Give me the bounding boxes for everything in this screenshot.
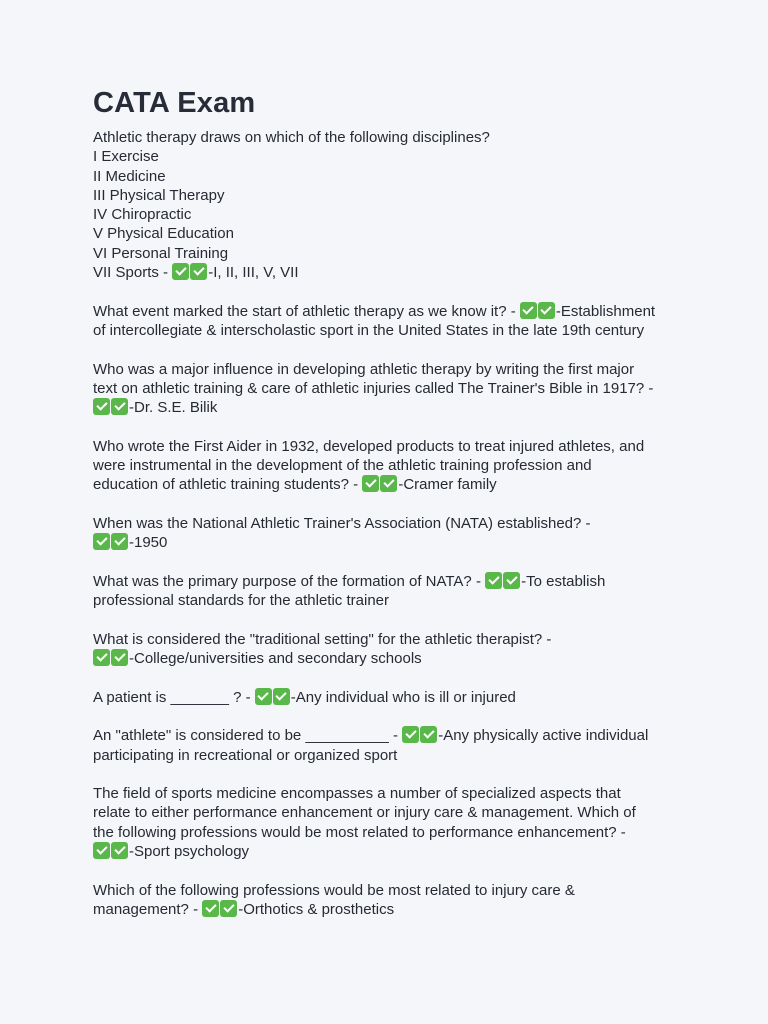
question-line bbox=[93, 244, 688, 263]
answer-line bbox=[93, 842, 688, 861]
qa-list bbox=[93, 128, 688, 919]
check-mark-icon bbox=[520, 302, 537, 319]
qa-item bbox=[93, 437, 688, 495]
answer-line bbox=[93, 649, 688, 668]
check-mark-icon bbox=[538, 302, 555, 319]
question-text: the following professions would be most related to performance enhancement? - bbox=[93, 823, 626, 841]
answer-text: -College/universities and secondary schools bbox=[129, 650, 422, 668]
qa-item bbox=[93, 784, 688, 861]
question-text: II Medicine bbox=[93, 167, 166, 185]
question-line bbox=[93, 803, 688, 822]
check-mark-icon bbox=[255, 688, 272, 705]
question-text: A patient is _______ ? - bbox=[93, 688, 255, 706]
question-text: management? - bbox=[93, 900, 203, 918]
answer-line bbox=[93, 398, 688, 417]
question-text: Athletic therapy draws on which of the following disciplines? bbox=[93, 129, 490, 146]
qa-item bbox=[93, 128, 688, 282]
check-mark-icon bbox=[273, 688, 290, 705]
answer-text: -Sport psychology bbox=[129, 842, 250, 860]
question-line bbox=[93, 167, 688, 186]
answer-text: -1950 bbox=[129, 534, 168, 552]
document-title: CATA Exam bbox=[93, 87, 256, 119]
answer-line bbox=[93, 302, 688, 321]
question-text: relate to either performance enhancement or injury care & management. Which of bbox=[93, 804, 636, 822]
qa-item bbox=[93, 360, 688, 418]
answer-text: participating in recreational or organized sport bbox=[93, 746, 398, 764]
question-text: The field of sports medicine encompasses a number of specialized aspects that bbox=[93, 785, 621, 803]
question-text: education of athletic training students? - bbox=[93, 476, 363, 494]
question-text: When was the National Athletic Trainer's Association (NATA) established? - bbox=[93, 514, 591, 532]
answer-text: -Dr. S.E. Bilik bbox=[129, 399, 218, 417]
check-mark-icon bbox=[380, 475, 397, 492]
question-line bbox=[93, 360, 688, 379]
answer-text: -Any individual who is ill or injured bbox=[290, 688, 516, 706]
question-line bbox=[93, 881, 688, 900]
check-mark-icon bbox=[93, 649, 110, 666]
qa-item bbox=[93, 572, 688, 611]
answer-line bbox=[93, 900, 688, 919]
check-mark-icon bbox=[202, 900, 219, 917]
question-line bbox=[93, 379, 688, 398]
check-mark-icon bbox=[362, 475, 379, 492]
answer-text: -Any physically active individual bbox=[438, 727, 649, 745]
question-text: text on athletic training & care of athletic injuries called The Trainer's Bible in 1917? - bbox=[93, 379, 654, 397]
question-line bbox=[93, 205, 688, 224]
answer-line bbox=[93, 321, 688, 340]
answer-text: -To establish bbox=[521, 572, 606, 590]
answer-text: -I, II, III, V, VII bbox=[208, 264, 299, 282]
qa-item bbox=[93, 302, 688, 341]
question-line bbox=[93, 147, 688, 166]
answer-text: -Establishment bbox=[555, 302, 656, 320]
question-line bbox=[93, 437, 688, 456]
question-text: Who was a major influence in developing athletic therapy by writing the first major bbox=[93, 360, 635, 378]
question-line bbox=[93, 186, 688, 205]
question-text: An "athlete" is considered to be __________ - bbox=[93, 727, 403, 745]
question-text: What is considered the "traditional setting" for the athletic therapist? - bbox=[93, 630, 552, 648]
check-mark-icon bbox=[220, 900, 237, 917]
answer-line bbox=[93, 591, 688, 610]
question-text: V Physical Education bbox=[93, 225, 234, 243]
check-mark-icon bbox=[503, 572, 520, 589]
answer-line bbox=[93, 746, 688, 765]
answer-line bbox=[93, 726, 688, 745]
qa-item bbox=[93, 688, 688, 707]
question-text: I Exercise bbox=[93, 148, 159, 166]
question-text: III Physical Therapy bbox=[93, 186, 225, 204]
question-text: What was the primary purpose of the formation of NATA? - bbox=[93, 572, 486, 590]
qa-item bbox=[93, 514, 688, 553]
check-mark-icon bbox=[485, 572, 502, 589]
answer-line bbox=[93, 533, 688, 552]
question-line bbox=[93, 224, 688, 243]
question-line bbox=[93, 456, 688, 475]
answer-text: -Cramer family bbox=[398, 476, 497, 494]
question-line bbox=[93, 630, 688, 649]
answer-text: -Orthotics & prosthetics bbox=[238, 900, 395, 918]
answer-line bbox=[93, 572, 688, 591]
question-text: Which of the following professions would be most related to injury care & bbox=[93, 881, 575, 899]
qa-item bbox=[93, 726, 688, 765]
check-mark-icon bbox=[402, 726, 419, 743]
check-mark-icon bbox=[111, 398, 128, 415]
answer-line bbox=[93, 263, 688, 282]
check-mark-icon bbox=[111, 649, 128, 666]
question-text: VI Personal Training bbox=[93, 244, 229, 262]
question-line bbox=[93, 128, 688, 147]
question-line bbox=[93, 784, 688, 803]
check-mark-icon bbox=[93, 842, 110, 859]
answer-line bbox=[93, 688, 688, 707]
check-mark-icon bbox=[111, 842, 128, 859]
check-mark-icon bbox=[93, 398, 110, 415]
question-text: IV Chiropractic bbox=[93, 206, 192, 224]
question-line bbox=[93, 514, 688, 533]
question-text: Who wrote the First Aider in 1932, developed products to treat injured athletes, and bbox=[93, 437, 645, 455]
question-text: VII Sports - bbox=[93, 264, 173, 282]
check-mark-icon bbox=[190, 263, 207, 280]
check-mark-icon bbox=[420, 726, 437, 743]
question-line bbox=[93, 823, 688, 842]
question-text: were instrumental in the development of the athletic training profession and bbox=[93, 457, 592, 475]
answer-line bbox=[93, 475, 688, 494]
answer-text: professional standards for the athletic trainer bbox=[93, 592, 389, 610]
answer-text: of intercollegiate & interscholastic sport in the United States in the late 19th century bbox=[93, 321, 645, 339]
qa-item bbox=[93, 881, 688, 920]
check-mark-icon bbox=[93, 533, 110, 550]
question-text: What event marked the start of athletic therapy as we know it? - bbox=[93, 302, 520, 320]
qa-item bbox=[93, 630, 688, 669]
check-mark-icon bbox=[172, 263, 189, 280]
check-mark-icon bbox=[111, 533, 128, 550]
